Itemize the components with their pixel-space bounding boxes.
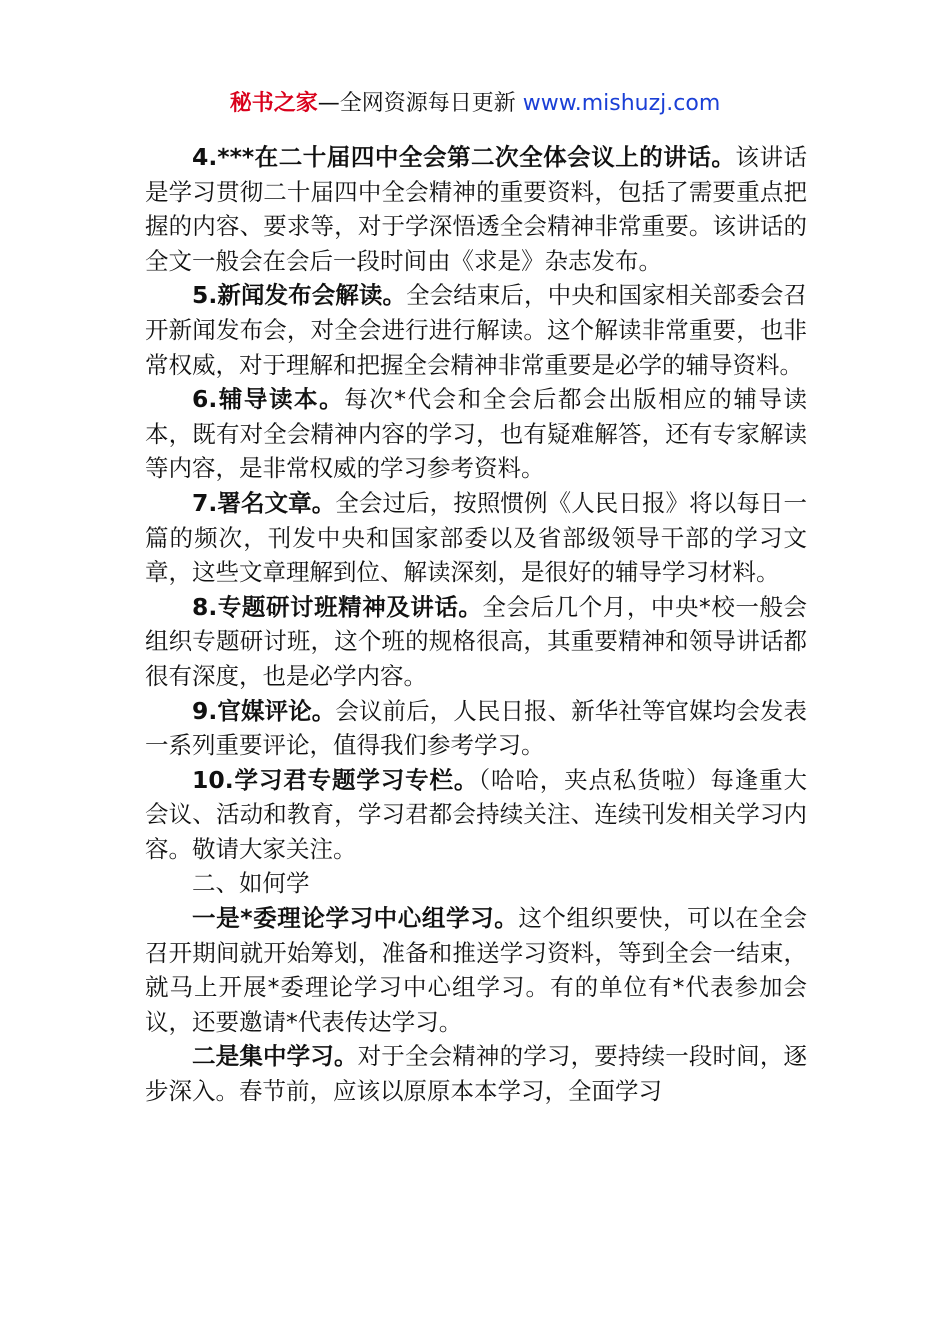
paragraph-text: 该讲话是学习贯彻二十届四中全会精神的重要资料，包括了需要重点把握的内容、要求等，对于学深悟透全会精神非常重要。该讲话的全文一般会在会后一段时间由《求是》杂志发布。 xyxy=(145,143,807,275)
paragraph-text: 对于全会精神的学习，要持续一段时间，逐步深入。春节前，应该以原原本本学习，全面学习 xyxy=(145,1042,808,1106)
document-body xyxy=(145,140,807,1109)
paragraph-lead: 10.学习君专题学习专栏。 xyxy=(192,765,479,794)
paragraph-text: 全会结束后，中央和国家相关部委会召开新闻发布会，对全会进行进行解读。这个解读非常重要，也非常权威，对于理解和把握全会精神非常重要是必学的辅导资料。 xyxy=(145,281,807,379)
paragraph-lead: 一是*委理论学习中心组学习。 xyxy=(192,904,519,933)
paragraph-lead: 9.官媒评论。 xyxy=(192,696,336,725)
paragraph-text: 这个组织要快，可以在全会召开期间就开始筹划，准备和推送学习资料，等到全会一结束，就马上开展*委理论学习中心组学习。有的单位有*代表参加会议，还要邀请*代表传达学习。 xyxy=(145,904,808,1036)
section-heading-text: 二、如何学 xyxy=(192,869,310,898)
brand-name: 秘书之家 xyxy=(229,91,318,116)
paragraph-item-4 xyxy=(145,140,807,278)
paragraph-text: 全会过后，按照惯例《人民日报》将以每日一篇的频次，刊发中央和国家部委以及省部级领导干部的学习文章，这些文章理解到位、解读深刻，是很好的辅导学习材料。 xyxy=(145,488,807,587)
paragraph-item-10 xyxy=(145,763,807,867)
paragraph-lead: 4.***在二十届四中全会第二次全体会议上的讲话。 xyxy=(192,143,736,171)
paragraph-item-9 xyxy=(145,694,807,763)
paragraph-lead: 7.署名文章。 xyxy=(192,488,336,517)
paragraph-item-6 xyxy=(145,382,807,486)
section-heading xyxy=(145,866,807,901)
paragraph-lead: 5.新闻发布会解读。 xyxy=(192,281,407,310)
paragraph-item-8 xyxy=(145,590,807,694)
header-url[interactable]: www.mishuzj.com xyxy=(522,91,721,116)
paragraph-text: 全会后几个月，中央*校一般会组织专题研讨班，这个班的规格很高，其重要精神和领导讲话都很有深度，也是必学内容。 xyxy=(145,592,807,690)
paragraph-text: 会议前后，人民日报、新华社等官媒均会发表一系列重要评论，值得我们参考学习。 xyxy=(145,696,807,760)
page-header xyxy=(0,88,950,120)
paragraph-lead: 二是集中学习。 xyxy=(192,1042,358,1071)
paragraph-text: 每次*代会和全会后都会出版相应的辅导读本，既有对全会精神内容的学习，也有疑难解答，还有专家解读等内容，是非常权威的学习参考资料。 xyxy=(145,385,808,483)
paragraph-lead: 8.专题研讨班精神及讲话。 xyxy=(192,592,483,621)
paragraph-method-1 xyxy=(145,901,807,1039)
header-tagline: —全网资源每日更新 xyxy=(317,91,523,116)
paragraph-method-2 xyxy=(145,1039,807,1108)
paragraph-text: （哈哈，夹点私货啦）每逢重大会议、活动和教育，学习君都会持续关注、连续刊发相关学习内容。敬请大家关注。 xyxy=(145,765,807,863)
paragraph-lead: 6.辅导读本。 xyxy=(192,385,345,414)
paragraph-item-7 xyxy=(145,486,807,590)
paragraph-item-5 xyxy=(145,278,807,382)
